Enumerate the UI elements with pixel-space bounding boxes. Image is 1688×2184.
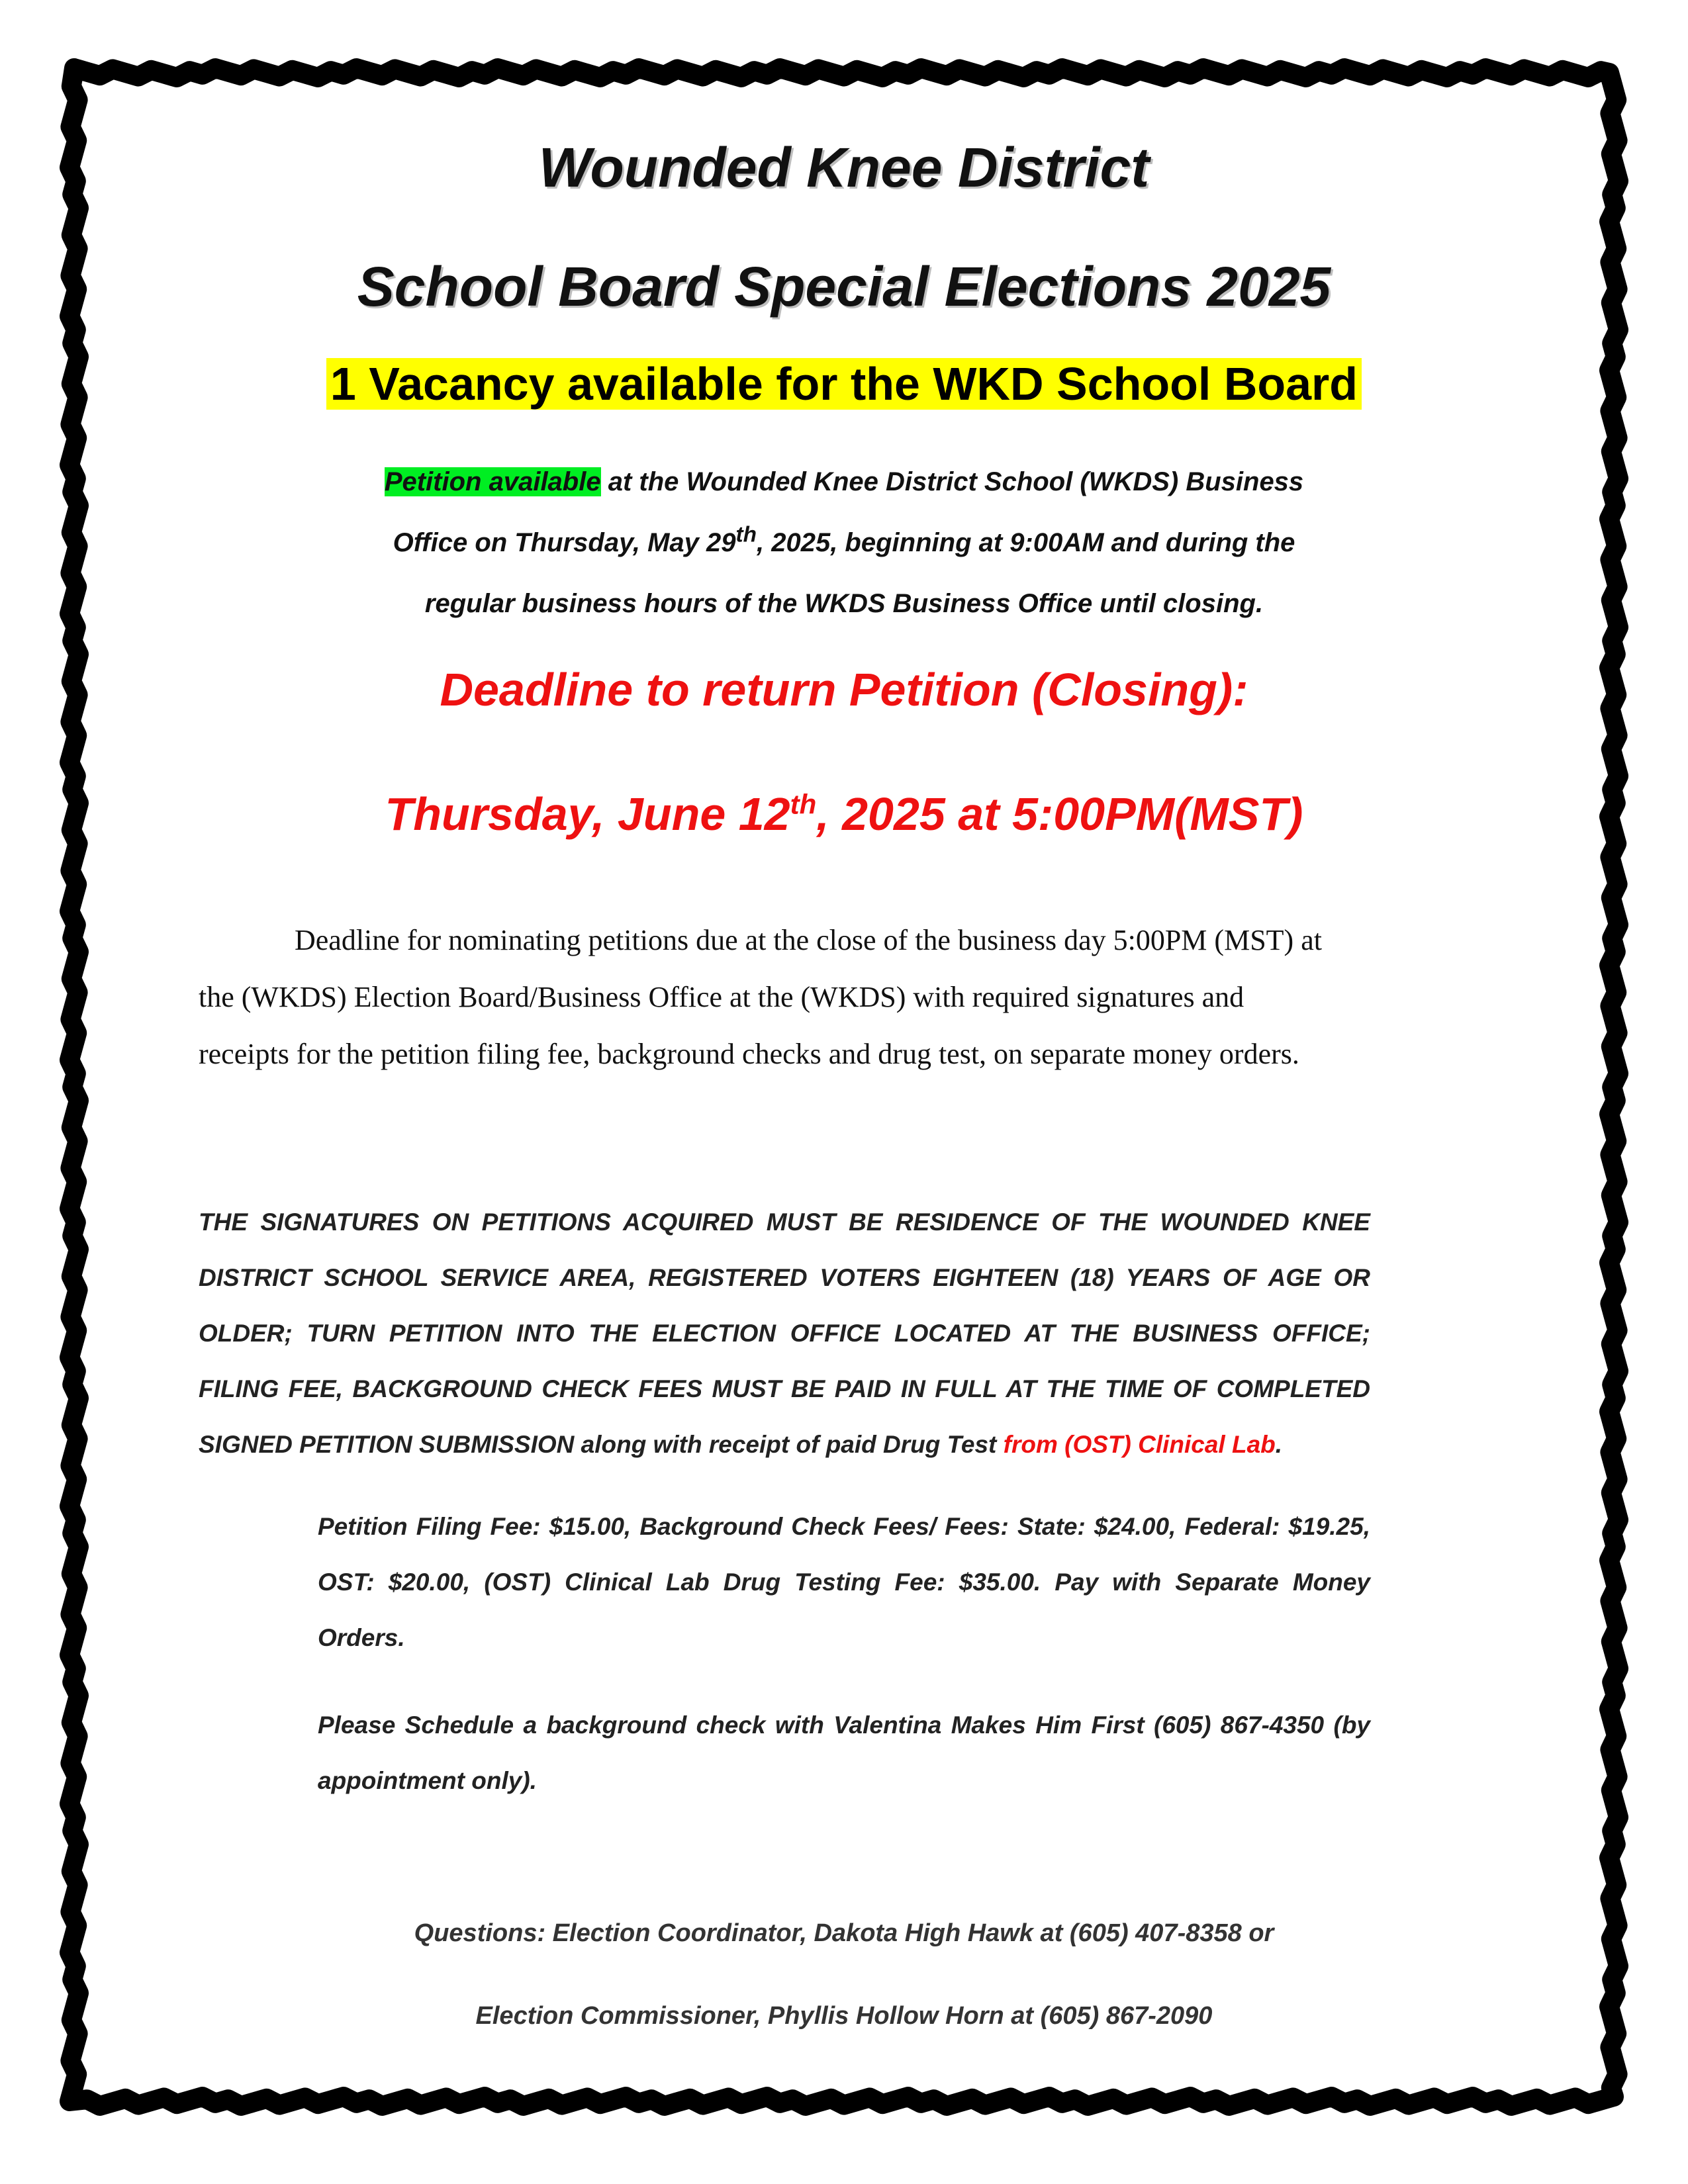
deadline-date-sup: th [790,788,817,820]
contact-coordinator: Questions: Election Coordinator, Dakota High Hawk at (605) 407-8358 or [414,1919,1274,1947]
petition-line2-a: Office on Thursday, May 29 [393,528,736,557]
petition-availability [278,451,1410,634]
vacancy-text: 1 Vacancy available for the WKD School Board [326,358,1362,410]
petition-line2-b: , 2025, beginning at 9:00AM and during the [756,528,1295,557]
contact-commissioner: Election Commissioner, Phyllis Hollow Horn at (605) 867-2090 [475,2002,1213,2030]
nomination-line3: receipts for the petition filing fee, background checks and drug test, on separate money orders. [199,1038,1299,1070]
petition-available-highlight: Petition available [384,467,601,496]
signature-end: . [1275,1431,1283,1458]
petition-line2-sup: th [735,522,757,547]
petition-line3: regular business hours of the WKDS Business Office until closing. [424,589,1264,618]
vacancy-banner [132,357,1556,410]
background-check-note: Please Schedule a background check with Valentina Makes Him First (605) 867-4350 (by appointment only). [318,1711,1370,1794]
page-subtitle: School Board Special Elections 2025 [357,255,1331,318]
deadline-date [132,788,1556,841]
deadline-heading: Deadline to return Petition (Closing): [440,664,1248,715]
nomination-line2: the (WKDS) Election Board/Business Office at the (WKDS) with required signatures and [199,981,1244,1013]
clinical-lab-text: from (OST) Clinical Lab [1003,1431,1276,1458]
page-title: Wounded Knee District [538,136,1150,199]
petition-line1: at the Wounded Knee District School (WKDS) Business [600,467,1304,496]
nomination-paragraph [199,912,1470,1083]
nomination-line1: Deadline for nominating petitions due at the close of the business day 5:00PM (MST) at [295,924,1322,956]
deadline-date-a: Thursday, June 12 [385,788,790,840]
signature-text: THE SIGNATURES ON PETITIONS ACQUIRED MUST BE RESIDENCE OF THE WOUNDED KNEE DISTRICT SCHOOL SERVICE AREA, REGISTERED VOTERS EIGHTEEN (18) YEARS OF AGE OR OLDER; TURN PETITION INTO THE ELECTION OFFICE LOCATED AT THE BUSINESS OFFICE; FILING FEE, BACKGROUND CHECK FEES MUST BE PAID IN FULL AT THE TIME OF COMPLETED SIGNED PETITION SUBMISSION along with receipt of paid Drug Test [199,1208,1370,1458]
deadline-date-b: , 2025 at 5:00PM(MST) [816,788,1303,840]
signature-requirements [199,1195,1370,1473]
fee-schedule: Petition Filing Fee: $15.00, Background Check Fees/ Fees: State: $24.00, Federal: $19.25, OST: $20.00, (OST) Clinical Lab Drug Testing Fee: $35.00. Pay with Separate Money Orders. [318,1513,1370,1651]
